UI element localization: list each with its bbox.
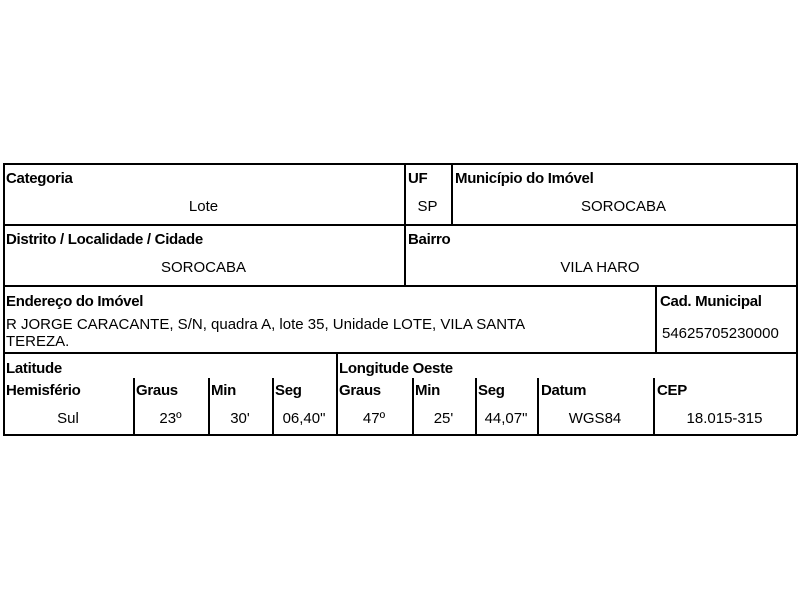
lon-min-value: 25'	[433, 410, 454, 427]
lon-min-label: Min	[415, 382, 440, 399]
rule-row2-bottom	[3, 285, 797, 287]
latitude-label: Latitude	[6, 360, 62, 377]
lat-seg-value: 06,40"	[282, 410, 326, 427]
uf-label: UF	[408, 170, 428, 187]
distrito-label: Distrito / Localidade / Cidade	[6, 231, 203, 248]
datum-label: Datum	[541, 382, 587, 399]
lat-graus-value: 23º	[159, 410, 182, 427]
cep-value: 18.015-315	[686, 410, 763, 427]
rule-bottom	[3, 434, 797, 436]
endereco-value	[6, 316, 646, 350]
cad-municipal-value: 54625705230000	[662, 325, 779, 342]
uf-value: SP	[417, 198, 438, 215]
rule-row3-bottom	[3, 352, 797, 354]
bairro-label: Bairro	[408, 231, 451, 248]
lat-graus-label: Graus	[136, 382, 178, 399]
cad-municipal-label: Cad. Municipal	[660, 293, 762, 310]
rule-row1-bottom	[3, 224, 797, 226]
divider-uf-right	[451, 163, 453, 225]
categoria-value: Lote	[188, 198, 219, 215]
lat-min-value: 30'	[230, 410, 250, 427]
lon-seg-value: 44,07"	[484, 410, 528, 427]
lat-min-label: Min	[211, 382, 236, 399]
endereco-value-line1: R JORGE CARACANTE, S/N, quadra A, lote 35, Unidade LOTE, VILA SANTA	[6, 316, 526, 333]
cep-label: CEP	[657, 382, 687, 399]
lat-seg-label: Seg	[275, 382, 302, 399]
municipio-value: SOROCABA	[580, 198, 667, 215]
municipio-label: Município do Imóvel	[455, 170, 594, 187]
distrito-value: SOROCABA	[160, 259, 247, 276]
lon-seg-label: Seg	[478, 382, 505, 399]
datum-value: WGS84	[568, 410, 622, 427]
divider-uf-left	[404, 163, 406, 225]
lon-graus-label: Graus	[339, 382, 381, 399]
endereco-label: Endereço do Imóvel	[6, 293, 144, 310]
rule-top	[3, 163, 797, 165]
longitude-label: Longitude Oeste	[339, 360, 453, 377]
hemisferio-label: Hemisfério	[6, 382, 81, 399]
bairro-value: VILA HARO	[560, 259, 640, 276]
divider-bairro	[404, 224, 406, 286]
categoria-label: Categoria	[6, 170, 73, 187]
lon-graus-value: 47º	[362, 410, 386, 427]
hemisferio-value: Sul	[57, 410, 79, 427]
rule-right	[796, 163, 798, 435]
divider-cad	[655, 285, 657, 353]
endereco-value-line2: TEREZA.	[6, 333, 70, 350]
